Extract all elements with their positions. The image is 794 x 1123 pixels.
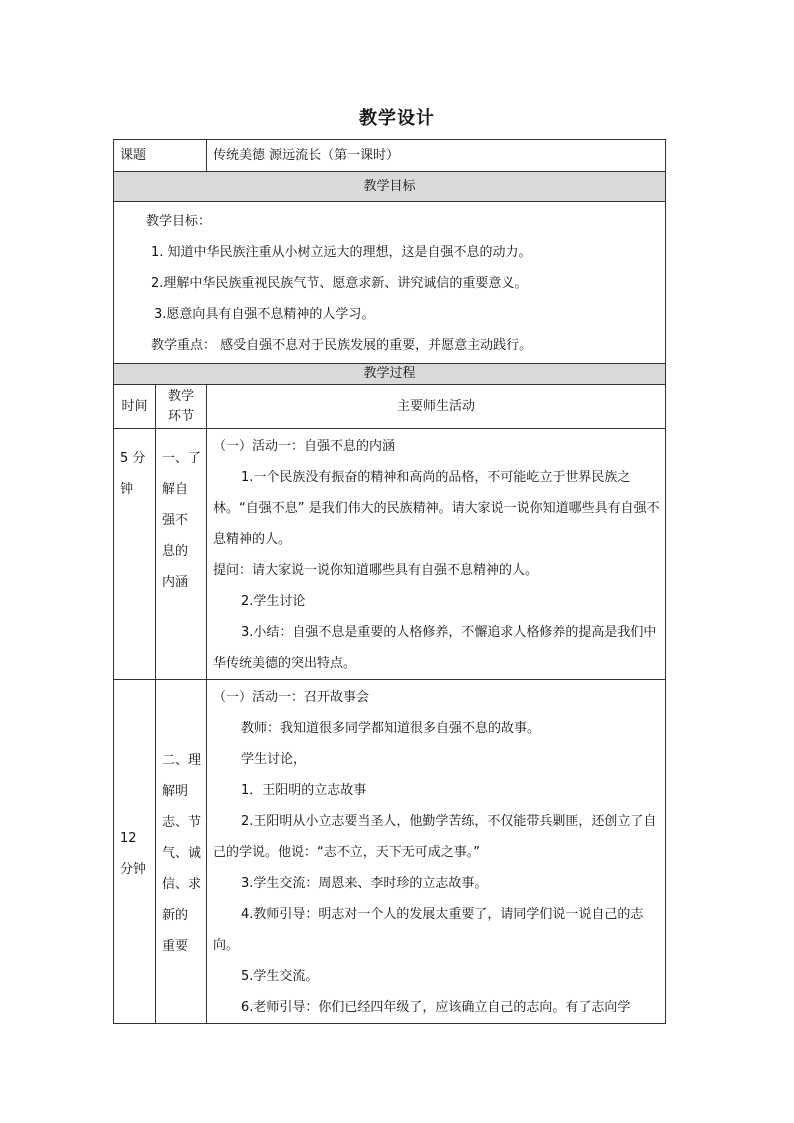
goal-item: 3.愿意向具有自强不息精神的人学习。 xyxy=(154,307,375,322)
process-row xyxy=(114,680,666,1024)
activity-paragraph: 1．王阳明的立志故事 xyxy=(241,783,367,798)
course-value: 传统美德 源远流长（第一课时） xyxy=(207,140,666,172)
lesson-plan-table xyxy=(113,139,666,1024)
stage-text: 一、了 xyxy=(162,451,202,466)
stage-text: 志、节 xyxy=(162,815,202,830)
goals-cell xyxy=(114,202,666,364)
activity-paragraph: 6.老师引导：你们已经四年级了，应该确立自己的志向。有了志向学 xyxy=(241,1000,631,1015)
stage-text: 新的 xyxy=(162,908,189,923)
column-header-activities: 主要师生活动 xyxy=(207,385,666,429)
activity-paragraph: 2.学生讨论 xyxy=(241,594,306,609)
activity-paragraph: 4.教师引导：明志对一个人的发展太重要了，请同学们说一说自己的志向。 xyxy=(213,907,644,953)
course-row xyxy=(114,140,666,172)
time-text: 12 xyxy=(120,830,137,846)
page-title: 教学设计 xyxy=(359,108,435,129)
activity-paragraph: （一）活动一：自强不息的内涵 xyxy=(213,439,396,454)
goals-row xyxy=(114,202,666,364)
goal-item: 2.理解中华民族重视民族气节、愿意求新、讲究诚信的重要意义。 xyxy=(151,276,528,291)
goals-focus: 教学重点： 感受自强不息对于民族发展的重要，并愿意主动践行。 xyxy=(151,338,533,353)
stage-cell xyxy=(156,680,207,1024)
stage-cell xyxy=(156,429,207,680)
stage-text: 信、求 xyxy=(162,877,202,892)
stage-text: 重要 xyxy=(162,939,189,954)
activity-paragraph: 3.小结：自强不息是重要的人格修养，不懈追求人格修养的提高是我们中华传统美德的突出特点。 xyxy=(213,625,657,671)
goals-header: 教学目标 xyxy=(114,172,666,202)
column-header-stage-line: 环节 xyxy=(168,408,195,424)
goal-item: 1. 知道中华民族注重从小树立远大的理想，这是自强不息的动力。 xyxy=(151,245,532,260)
stage-text: 气、诚 xyxy=(162,846,202,861)
activities-cell xyxy=(207,429,666,680)
time-text: 5 分 xyxy=(120,451,146,466)
activity-paragraph: 教师：我知道很多同学都知道很多自强不息的故事。 xyxy=(241,721,541,736)
process-row xyxy=(114,429,666,680)
stage-text: 解自 xyxy=(162,482,189,497)
column-header-stage xyxy=(156,385,207,429)
stage-text: 二、理 xyxy=(162,753,202,768)
time-text: 分钟 xyxy=(120,861,147,877)
stage-text: 息的 xyxy=(162,544,189,559)
column-header-time: 时间 xyxy=(114,385,156,429)
goals-header-row xyxy=(114,172,666,202)
process-columns-row xyxy=(114,385,666,429)
activity-paragraph: 1.一个民族没有振奋的精神和高尚的品格，不可能屹立于世界民族之林。“自强不息” 是我们伟大的民族精神。请大家说一说你知道哪些具有自强不息精神的人。 xyxy=(213,470,660,547)
activity-paragraph: （一）活动一：召开故事会 xyxy=(213,690,370,705)
goals-intro: 教学目标： xyxy=(146,214,212,229)
stage-text: 内涵 xyxy=(162,575,189,590)
stage-text: 强不 xyxy=(162,513,189,528)
activity-paragraph: 5.学生交流。 xyxy=(241,969,319,984)
activities-cell xyxy=(207,680,666,1024)
time-text: 钟 xyxy=(120,482,134,497)
stage-text: 解明 xyxy=(162,784,189,799)
column-header-stage-line: 教学 xyxy=(168,388,195,404)
activity-paragraph: 2.王阳明从小立志要当圣人，他勤学苦练，不仅能带兵剿匪，还创立了自己的学说。他说：“志不立，天下无可成之事。” xyxy=(213,814,657,860)
process-header: 教学过程 xyxy=(114,364,666,385)
time-cell xyxy=(114,429,156,680)
time-cell xyxy=(114,680,156,1024)
course-label: 课题 xyxy=(114,140,207,172)
activity-paragraph: 学生讨论， xyxy=(241,752,307,767)
activity-paragraph: 3.学生交流：周恩来、李时珍的立志故事。 xyxy=(241,876,488,891)
activity-paragraph: 提问：请大家说一说你知道哪些具有自强不息精神的人。 xyxy=(213,563,539,578)
process-header-row xyxy=(114,364,666,385)
